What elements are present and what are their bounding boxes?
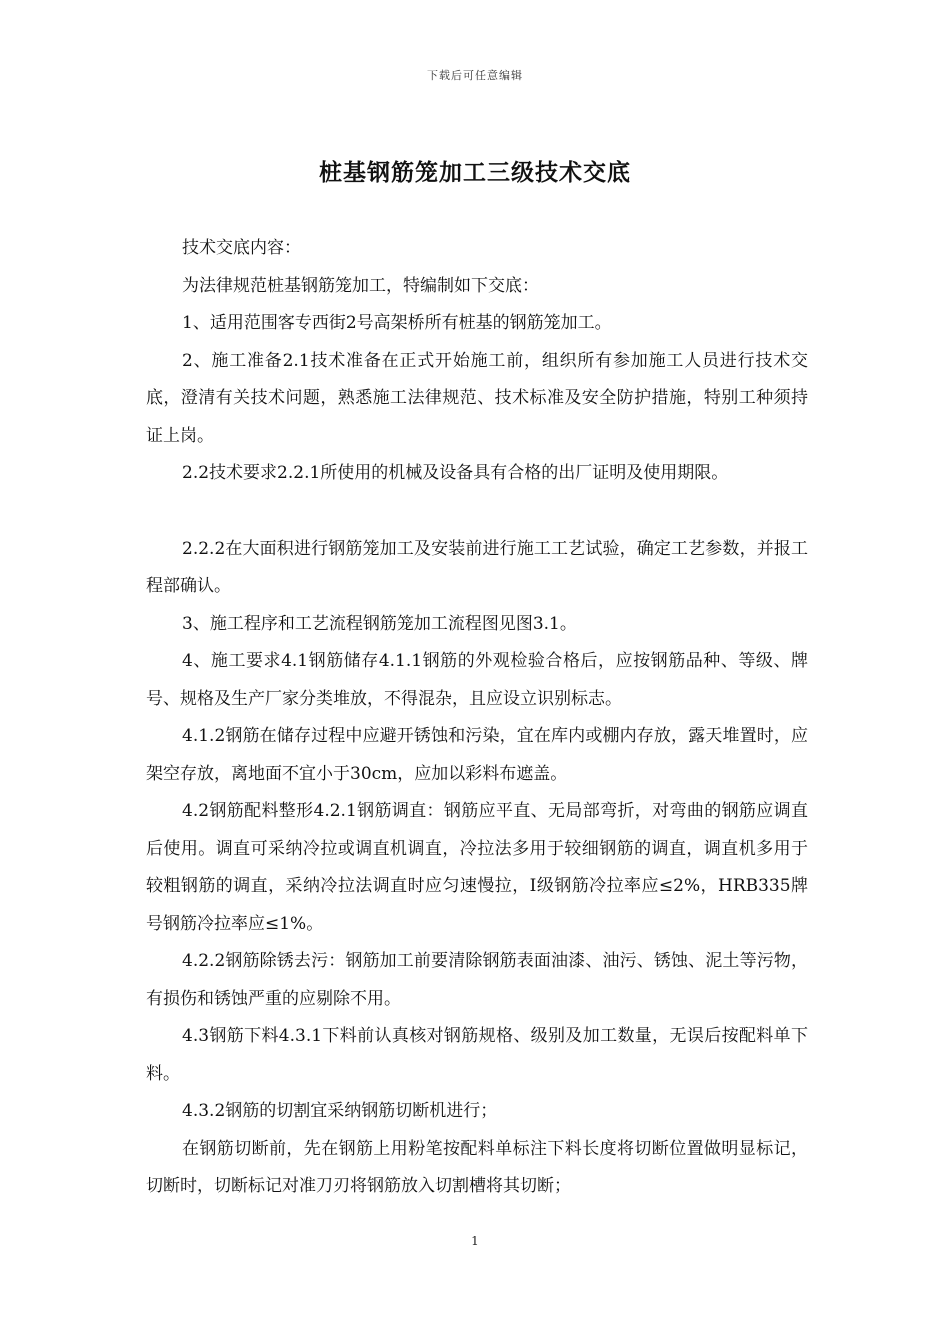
document-body bbox=[146, 230, 808, 1206]
paragraph: 技术交底内容： bbox=[182, 238, 301, 258]
paragraph: 4.2钢筋配料整形4.2.1钢筋调直：钢筋应平直、无局部弯折，对弯曲的钢筋应调直后使用。调直可采纳冷拉或调直机调直，冷拉法多用于较细钢筋的调直，调直机多用于较粗钢筋的调直，采纳冷拉法调直时应匀速慢拉，Ⅰ级钢筋冷拉率应≤2%，HRB335牌号钢筋冷拉率应≤1%。 bbox=[146, 801, 808, 934]
document-title: 桩基钢筋笼加工三级技术交底 bbox=[319, 159, 631, 186]
paragraph: 4.1.2钢筋在储存过程中应避开锈蚀和污染，宜在库内或棚内存放，露天堆置时，应架空存放，离地面不宜小于30cm，应加以彩料布遮盖。 bbox=[146, 726, 808, 784]
paragraph: 在钢筋切断前，先在钢筋上用粉笔按配料单标注下料长度将切断位置做明显标记，切断时，切断标记对准刀刃将钢筋放入切割槽将其切断； bbox=[146, 1138, 808, 1196]
paragraph: 4、施工要求4.1钢筋储存4.1.1钢筋的外观检验合格后，应按钢筋品种、等级、牌号、规格及生产厂家分类堆放，不得混杂，且应设立识别标志。 bbox=[146, 651, 808, 709]
paragraph: 2.2技术要求2.2.1所使用的机械及设备具有合格的出厂证明及使用期限。 bbox=[182, 463, 729, 483]
paragraph: 1、适用范围客专西街2号高架桥所有桩基的钢筋笼加工。 bbox=[182, 313, 612, 333]
paragraph: 2、施工准备2.1技术准备在正式开始施工前，组织所有参加施工人员进行技术交底，澄清有关技术问题，熟悉施工法律规范、技术标准及安全防护措施，特别工种须持证上岗。 bbox=[146, 350, 808, 446]
paragraph: 4.3.2钢筋的切割宜采纳钢筋切断机进行； bbox=[182, 1101, 498, 1121]
paragraph: 4.3钢筋下料4.3.1下料前认真核对钢筋规格、级别及加工数量，无误后按配料单下料。 bbox=[146, 1026, 808, 1084]
page-number: 1 bbox=[471, 1234, 479, 1248]
paragraph: 2.2.2在大面积进行钢筋笼加工及安装前进行施工工艺试验，确定工艺参数，并报工程部确认。 bbox=[146, 538, 808, 596]
paragraph: 3、施工程序和工艺流程钢筋笼加工流程图见图3.1。 bbox=[182, 613, 577, 634]
header-note: 下载后可任意编辑 bbox=[427, 69, 523, 82]
paragraph: 4.2.2钢筋除锈去污：钢筋加工前要清除钢筋表面油漆、油污、锈蚀、泥土等污物，有损伤和锈蚀严重的应剔除不用。 bbox=[146, 951, 808, 1009]
paragraph: 为法律规范桩基钢筋笼加工，特编制如下交底： bbox=[182, 275, 539, 296]
